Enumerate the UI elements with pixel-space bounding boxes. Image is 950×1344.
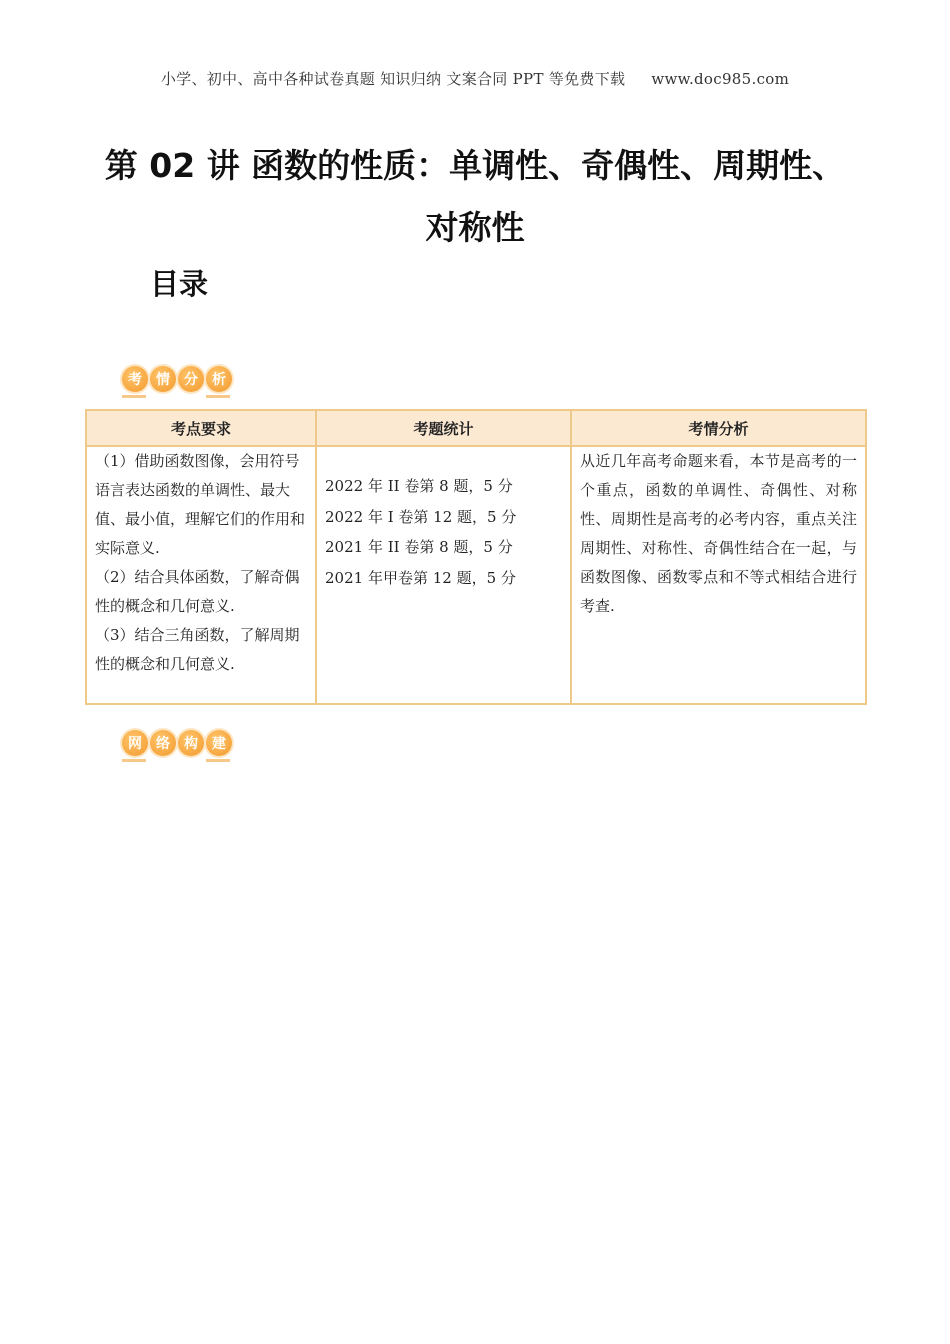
requirement-item: （3）结合三角函数，了解周期性的概念和几何意义. xyxy=(95,626,300,673)
badge-char: 构 xyxy=(178,730,204,756)
badge-char: 建 xyxy=(206,730,232,756)
lecture-title-line2: 对称性 xyxy=(425,208,525,247)
stat-item: 2021 年甲卷第 12 题，5 分 xyxy=(325,568,516,587)
requirement-item: （1）借助函数图像，会用符号语言表达函数的单调性、最大值、最小值，理解它们的作用和实际意义. xyxy=(95,452,306,557)
stats-cell xyxy=(316,446,571,704)
lecture-title-line1: 第 02 讲 函数的性质：单调性、奇偶性、周期性、 xyxy=(104,146,846,185)
analysis-cell: 从近几年高考命题来看，本节是高考的一个重点，函数的单调性、奇偶性、对称性、周期性是高考的必考内容，重点关注周期性、对称性、奇偶性结合在一起，与函数图像、函数零点和不等式相结合进行考查. xyxy=(571,446,866,704)
header-analysis: 考情分析 xyxy=(571,410,866,446)
badge-char: 析 xyxy=(206,366,232,392)
badge-char: 情 xyxy=(150,366,176,392)
toc-heading: 目录 xyxy=(150,267,209,301)
badge-underline xyxy=(206,395,230,398)
badge-char: 考 xyxy=(122,366,148,392)
header-stats: 考题统计 xyxy=(316,410,571,446)
header-text: 小学、初中、高中各种试卷真题 知识归纳 文案合同 PPT 等免费下载 xyxy=(160,70,626,88)
stat-item: 2021 年 II 卷第 8 题，5 分 xyxy=(325,538,513,556)
table-header-row xyxy=(86,410,866,446)
requirements-cell xyxy=(86,446,316,704)
requirement-item: （2）结合具体函数，了解奇偶性的概念和几何意义. xyxy=(95,568,300,615)
section-badge-analysis xyxy=(122,366,232,392)
header-requirements: 考点要求 xyxy=(86,410,316,446)
exam-analysis-table xyxy=(85,409,867,705)
page-header xyxy=(0,68,950,89)
badge-underline xyxy=(122,759,146,762)
badge-char: 络 xyxy=(150,730,176,756)
badge-underline xyxy=(206,759,230,762)
table-row xyxy=(86,446,866,704)
badge-char: 网 xyxy=(122,730,148,756)
badge-underline xyxy=(122,395,146,398)
header-url[interactable]: www.doc985.com xyxy=(651,70,790,88)
stat-item: 2022 年 I 卷第 12 题，5 分 xyxy=(325,507,517,526)
stat-item: 2022 年 II 卷第 8 题，5 分 xyxy=(325,477,513,495)
badge-char: 分 xyxy=(178,366,204,392)
section-badge-network xyxy=(122,730,232,756)
